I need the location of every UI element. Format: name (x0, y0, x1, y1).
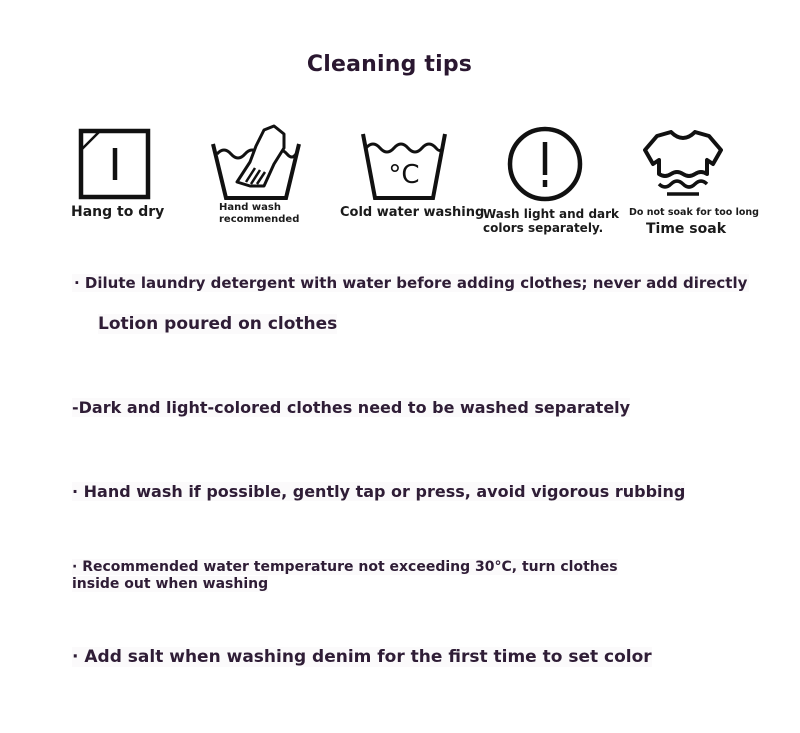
cold-water-washing-label: Cold water washing (340, 205, 485, 220)
tip-hand-wash: · Hand wash if possible, gently tap or press, avoid vigorous rubbing (72, 482, 686, 501)
do-not-soak-icon (643, 130, 723, 200)
tip-denim-salt: · Add salt when washing denim for the first time to set color (72, 647, 652, 667)
wash-separately-icon (506, 125, 584, 203)
time-soak-label: Time soak (646, 221, 727, 237)
tip-separate-colors: -Dark and light-colored clothes need to be washed separately (72, 398, 631, 417)
tip-dilute-detergent: · Dilute laundry detergent with water before adding clothes; never add directly (74, 274, 748, 292)
svg-text:°C: °C (388, 160, 420, 190)
tip-inside-out: inside out when washing (72, 576, 269, 592)
tip-water-temperature: · Recommended water temperature not exceeding 30°C, turn clothes (72, 559, 618, 575)
hang-to-dry-icon (78, 128, 152, 200)
tip-lotion-poured: Lotion poured on clothes (98, 314, 338, 334)
hand-wash-label-line1: Hand wash (219, 202, 281, 213)
wash-separately-label-line1: Wash light and dark (483, 207, 620, 221)
page-title: Cleaning tips (306, 52, 473, 77)
do-not-soak-label-small: Do not soak for too long (629, 207, 759, 218)
hang-to-dry-label: Hang to dry (71, 204, 165, 220)
wash-separately-label-line2: colors separately. (483, 221, 604, 235)
hand-wash-label-line2: recommended (219, 214, 300, 225)
hand-wash-icon (210, 124, 302, 202)
cold-water-washing-icon (360, 130, 448, 202)
